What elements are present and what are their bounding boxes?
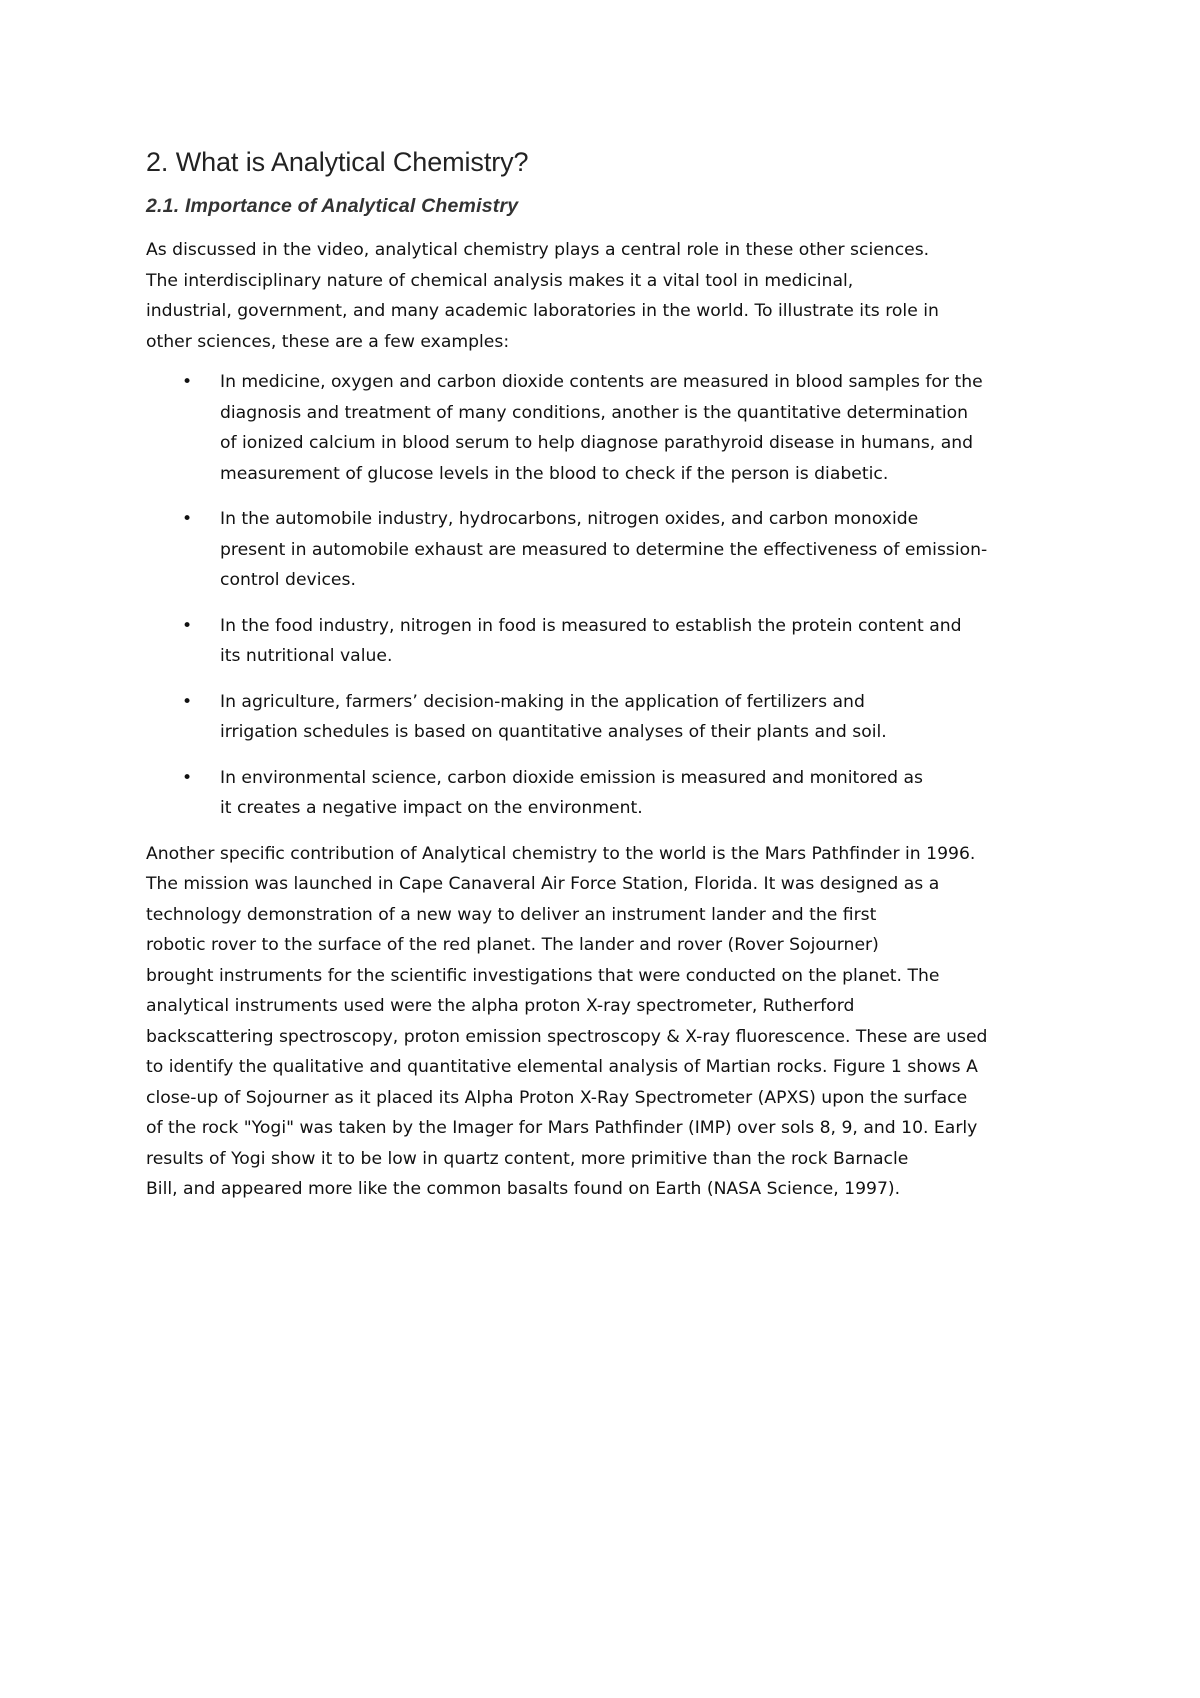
paragraph-line: brought instruments for the scientific investigations that were conducted on the planet. The [146, 965, 940, 986]
paragraph-line: Another specific contribution of Analytical chemistry to the world is the Mars Pathfinder in 1996. [146, 843, 976, 864]
paragraph-line: technology demonstration of a new way to deliver an instrument lander and the first [146, 904, 877, 925]
list-item-line: diagnosis and treatment of many conditions, another is the quantitative determination [220, 402, 969, 423]
paragraph-line: The mission was launched in Cape Canaveral Air Force Station, Florida. It was designed as a [146, 874, 940, 894]
section-heading: 2. What is Analytical Chemistry? [146, 147, 529, 177]
bullet-icon: • [182, 372, 193, 392]
bullet-icon: • [182, 615, 193, 636]
subsection-heading: 2.1. Importance of Analytical Chemistry [146, 195, 519, 217]
examples-list [146, 367, 1076, 824]
document-content [146, 145, 1076, 1205]
intro-line: industrial, government, and many academic laboratories in the world. To illustrate its role in [146, 301, 939, 321]
intro-paragraph [146, 235, 1076, 357]
list-item-line: In agriculture, farmers’ decision-making in the application of fertilizers and [220, 691, 865, 712]
list-item-line: it creates a negative impact on the environment. [220, 798, 643, 818]
list-item-line: In environmental science, carbon dioxide emission is measured and monitored as [220, 767, 923, 788]
list-item-line: measurement of glucose levels in the blood to check if the person is diabetic. [220, 463, 889, 484]
paragraph-line: analytical instruments used were the alpha proton X-ray spectrometer, Rutherford [146, 996, 855, 1016]
paragraph-line: results of Yogi show it to be low in quartz content, more primitive than the rock Barnacle [146, 1148, 909, 1169]
list-item [146, 763, 1076, 824]
list-item-line: control devices. [220, 570, 356, 590]
bullet-icon: • [182, 767, 193, 788]
paragraph-line: backscattering spectroscopy, proton emission spectroscopy & X-ray fluorescence. These are used [146, 1026, 988, 1047]
paragraph-line: Bill, and appeared more like the common basalts found on Earth (NASA Science, 1997). [146, 1179, 901, 1199]
paragraph-line: close-up of Sojourner as it placed its Alpha Proton X-Ray Spectrometer (APXS) upon the surface [146, 1087, 968, 1108]
list-item-line: its nutritional value. [220, 646, 393, 666]
list-item-line: of ionized calcium in blood serum to help diagnose parathyroid disease in humans, and [220, 433, 974, 453]
list-item [146, 687, 1076, 748]
list-item [146, 611, 1076, 672]
intro-line: The interdisciplinary nature of chemical analysis makes it a vital tool in medicinal, [146, 270, 854, 291]
paragraph-line: to identify the qualitative and quantitative elemental analysis of Martian rocks. Figure 1 shows A [146, 1057, 978, 1077]
list-item-line: present in automobile exhaust are measured to determine the effectiveness of emission- [220, 539, 988, 560]
paragraph-line: robotic rover to the surface of the red planet. The lander and rover (Rover Sojourner) [146, 935, 879, 955]
paragraph-line: of the rock "Yogi" was taken by the Imager for Mars Pathfinder (IMP) over sols 8, 9, and 10. Early [146, 1118, 978, 1138]
list-item-line: In the food industry, nitrogen in food is measured to establish the protein content and [220, 615, 962, 636]
intro-line: As discussed in the video, analytical chemistry plays a central role in these other sciences. [146, 240, 930, 260]
list-item [146, 504, 1076, 596]
bullet-icon: • [182, 691, 193, 712]
bullet-icon: • [182, 509, 193, 529]
list-item-line: In the automobile industry, hydrocarbons, nitrogen oxides, and carbon monoxide [220, 509, 919, 529]
intro-line: other sciences, these are a few examples: [146, 331, 510, 352]
list-item-line: irrigation schedules is based on quantitative analyses of their plants and soil. [220, 722, 887, 742]
list-item-line: In medicine, oxygen and carbon dioxide contents are measured in blood samples for the [220, 372, 983, 392]
list-item [146, 367, 1076, 489]
mars-pathfinder-paragraph [146, 839, 1076, 1205]
